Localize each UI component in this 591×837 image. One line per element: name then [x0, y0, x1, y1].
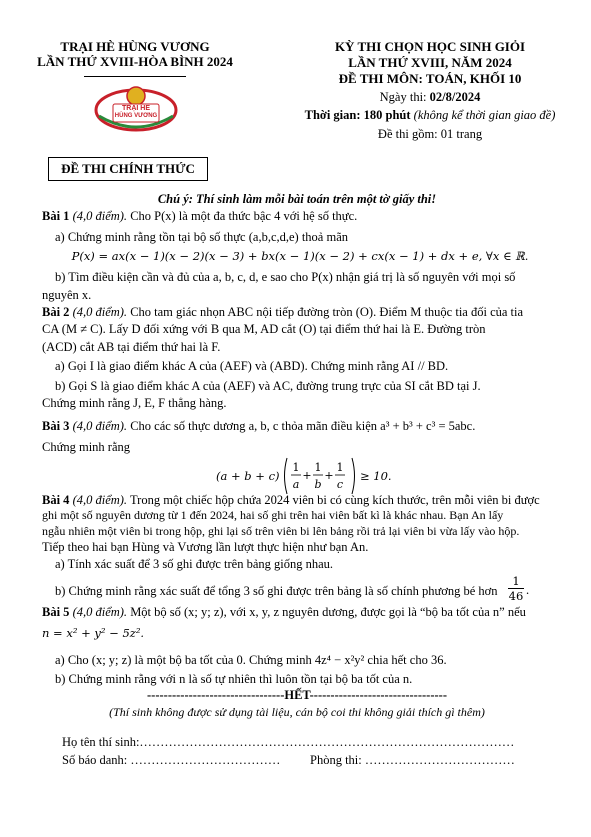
problem-4b-denominator: 46 — [508, 589, 524, 603]
problem-5-line1 — [42, 604, 552, 621]
exam-date-label: Ngày thi: — [379, 90, 430, 104]
problem-1-points: (4,0 điểm). — [69, 209, 128, 223]
problem-2-line1 — [42, 304, 552, 321]
exam-page-count: Đề thi gồm: 01 trang — [377, 127, 483, 141]
candidate-name-field: Họ tên thí sinh:……………………………………………………………………………… — [62, 735, 515, 749]
problem-4-line1 — [42, 492, 552, 509]
logo-text-top: TRẠI HÈ — [122, 105, 150, 112]
problem-1b-line1: b) Tìm điều kiện cần và đủ của a, b, c, d, e sao cho P(x) nhận giá trị là số nguyên với mọi số — [55, 270, 516, 284]
problem-3-formula — [216, 456, 392, 496]
problem-4-points: (4,0 điểm). — [69, 493, 128, 507]
problem-4a: a) Tính xác suất để 3 số ghi được trên bảng giống nhau. — [55, 557, 334, 571]
problem-2-line2: CA (M ≠ C). Lấy D đối xứng với B qua M, AD cắt (O) tại điểm thứ hai là E. Đường tròn — [42, 322, 486, 336]
svg-text:1: 1 — [314, 461, 322, 474]
problem-4-line4: Tiếp theo hai bạn Hùng và Vương lần lượt thực hiện như bạn An. — [42, 540, 369, 554]
exam-duration — [280, 108, 580, 123]
problem-4-line3: ngẫu nhiên một viên bi trong hộp, ghi lại số trên viên bi lên bảng rồi trả lại viên bi vừa lấy vào hộp. — [42, 524, 520, 538]
exam-duration-note: (không kể thời gian giao đề) — [410, 108, 556, 122]
exam-note: Chú ý: Thí sinh làm mỗi bài toán trên một tờ giấy thi! — [157, 192, 437, 206]
problem-5-text1: Một bộ số (x; y; z), với x, y, z nguyên dương, được gọi là “bộ ba tốt của n” nếu — [127, 605, 526, 619]
problem-4b — [55, 583, 552, 600]
problem-1-text: Cho P(x) là một đa thức bậc 4 với hệ số thực. — [127, 209, 358, 223]
problem-4b-numerator: 1 — [508, 574, 524, 589]
problem-3-fractions — [282, 456, 358, 496]
exam-edition: LẦN THỨ XVIII, NĂM 2024 — [348, 55, 512, 70]
candidate-id-field: Số báo danh: ……………………………… — [62, 753, 281, 767]
organizer-edition: LẦN THỨ XVIII-HÒA BÌNH 2024 — [37, 54, 233, 69]
problem-5-points: (4,0 điểm). — [69, 605, 128, 619]
problem-1b-line2: nguyên x. — [42, 288, 92, 302]
svg-text:+: + — [324, 469, 334, 482]
problem-2b-line2: Chứng minh rằng J, E, F thẳng hàng. — [42, 396, 227, 410]
camp-logo — [93, 80, 179, 138]
problem-4b-period: . — [526, 583, 530, 597]
problem-4-label: Bài 4 — [42, 493, 70, 507]
problem-2-points: (4,0 điểm). — [69, 305, 128, 319]
problem-3-text1: Cho các số thực dương a, b, c thỏa mãn điều kiện a³ + b³ + c³ = 5abc. — [127, 419, 476, 433]
problem-2-line3: (ACD) cắt AB tại điểm thứ hai là F. — [42, 340, 221, 354]
problem-3-formula-left: (a + b + c) — [216, 469, 280, 483]
exam-date — [290, 90, 570, 105]
problem-2a: a) Gọi I là giao điểm khác A của (AEF) và (ABD). Chứng minh rằng AI // BD. — [55, 359, 449, 373]
svg-text:c: c — [336, 478, 344, 491]
problem-3-line1 — [42, 418, 552, 435]
logo-text-bottom: HÙNG VƯƠNG — [114, 113, 158, 119]
official-exam-label: ĐỀ THI CHÍNH THỨC — [48, 157, 208, 181]
problem-2-text1: Cho tam giác nhọn ABC nội tiếp đường tròn (O). Điểm M thuộc tia đối của tia — [127, 305, 524, 319]
svg-text:a: a — [292, 478, 300, 491]
problem-5a: a) Cho (x; y; z) là một bộ ba tốt của 0. Chứng minh 4z⁴ − x²y² chia hết cho 36. — [55, 653, 447, 667]
exam-duration-label: Thời gian: — [304, 108, 364, 122]
problem-3-points: (4,0 điểm). — [69, 419, 128, 433]
problem-1-label: Bài 1 — [42, 209, 70, 223]
organizer-name: TRẠI HÈ HÙNG VƯƠNG — [60, 39, 210, 54]
problem-5-label: Bài 5 — [42, 605, 70, 619]
problem-3-line2: Chứng minh rằng — [42, 440, 131, 454]
exam-room-field: Phòng thi: ……………………………… — [310, 753, 515, 767]
svg-text:1: 1 — [292, 461, 300, 474]
problem-1a: a) Chứng minh rằng tồn tại bộ số thực (a,b,c,d,e) thoả mãn — [55, 230, 348, 244]
footer-disclaimer: (Thí sinh không được sử dụng tài liệu, cán bộ coi thi không giải thích gì thêm) — [109, 705, 485, 719]
end-marker: ---------------------------------HẾT--------------------------------- — [147, 688, 447, 702]
problem-1-formula: P(x) = ax(x − 1)(x − 2)(x − 3) + bx(x − 1)(x − 2) + cx(x − 1) + dx + e, ∀x ∈ ℝ. — [71, 249, 529, 263]
svg-text:1: 1 — [336, 461, 344, 474]
exam-subject: ĐỀ THI MÔN: TOÁN, KHỐI 10 — [338, 71, 522, 86]
problem-4b-fraction — [508, 574, 524, 604]
problem-4-line2: ghi một số nguyên dương từ 1 đến 2024, hai số ghi trên hai viên bất kì là khác nhau. Bạn An lấy — [42, 508, 504, 522]
problem-2b-line1: b) Gọi S là giao điểm khác A của (AEF) và AC, đường trung trực của SI cắt BD tại J. — [55, 379, 481, 393]
problem-2-label: Bài 2 — [42, 305, 70, 319]
problem-1-intro — [42, 208, 552, 225]
problem-4-text1: Trong một chiếc hộp chứa 2024 viên bi có cùng kích thước, trên mỗi viên bi được — [127, 493, 540, 507]
exam-date-value: 02/8/2024 — [429, 90, 481, 104]
header-divider-left — [84, 76, 186, 77]
problem-5b: b) Chứng minh rằng với n là số tự nhiên thì luôn tồn tại bộ ba tốt của n. — [55, 672, 413, 686]
exam-title: KỲ THI CHỌN HỌC SINH GIỎI — [334, 39, 526, 54]
problem-5-line2: n = x² + y² − 5z². — [42, 626, 145, 640]
problem-4b-text: b) Chứng minh rằng xác suất để tổng 3 số ghi được trên bảng là số chính phương bé hơn — [55, 584, 498, 598]
problem-3-formula-right: ≥ 10. — [360, 469, 392, 483]
svg-text:+: + — [302, 469, 312, 482]
svg-text:b: b — [314, 478, 322, 491]
problem-3-label: Bài 3 — [42, 419, 70, 433]
exam-duration-value: 180 phút — [363, 108, 411, 122]
